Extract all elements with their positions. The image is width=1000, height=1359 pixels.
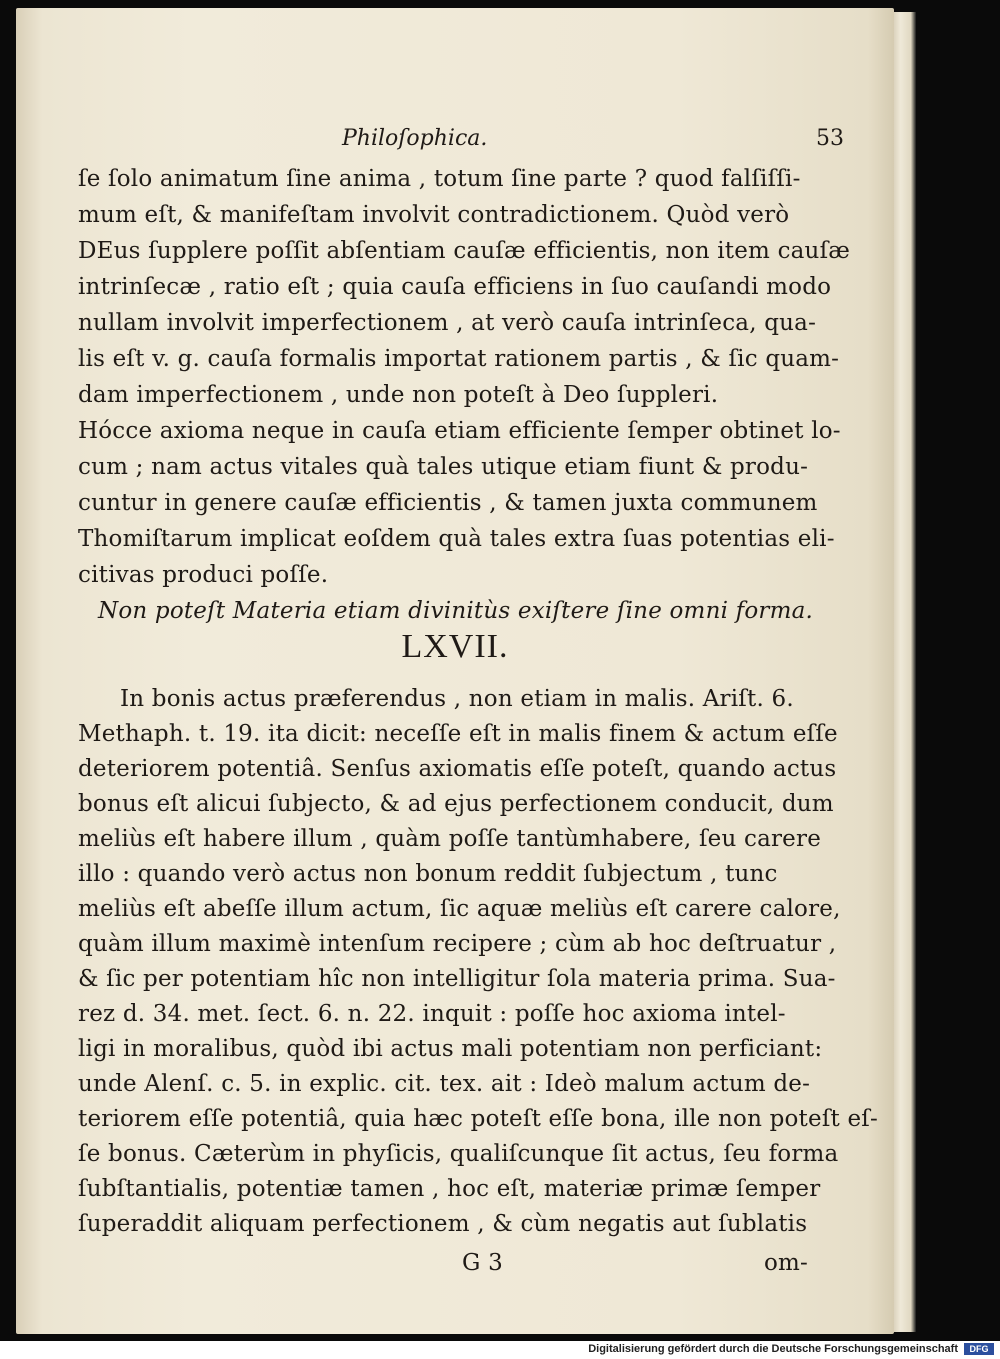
running-title: Philoſophica. (342, 126, 488, 151)
text-line: quàm illum maximè intenſum recipere ; cùm ab hoc deſtruatur , (78, 931, 837, 957)
text-line: illo : quando verò actus non bonum reddit ſubjectum , tunc (78, 861, 778, 887)
text-line: meliùs eſt abeſſe illum actum, ſic aquæ meliùs eſt carere calore, (78, 896, 841, 922)
text-line: rez d. 34. met. ſect. 6. n. 22. inquit : poſſe hoc axioma intel- (78, 1001, 786, 1027)
text-line: deteriorem potentiâ. Senſus axiomatis eſſe poteſt, quando actus (78, 756, 837, 782)
text-line: ſubſtantialis, potentiæ tamen , hoc eſt, materiæ primæ ſemper (78, 1176, 821, 1202)
text-line: cuntur in genere cauſæ efficientis , & tamen juxta communem (78, 490, 818, 516)
italic-thesis: Non poteſt Materia etiam divinitùs exiſtere ſine omni forma. (98, 598, 814, 624)
text-line: meliùs eſt habere illum , quàm poſſe tantùmhabere, ſeu carere (78, 826, 822, 852)
text-line: nullam involvit imperfectionem , at verò cauſa intrinſeca, qua- (78, 310, 817, 336)
text-line: DEus ſupplere poſſit abſentiam cauſæ efficientis, non item cauſæ (78, 238, 851, 264)
text-line: teriorem eſſe potentiâ, quia hæc poteſt eſſe bona, ille non poteſt eſ- (78, 1106, 878, 1132)
text-line: Methaph. t. 19. ita dicit: neceſſe eſt in malis finem & actum eſſe (78, 721, 838, 747)
catchword: om- (764, 1250, 809, 1276)
text-line: ligi in moralibus, quòd ibi actus mali potentiam non perficiant: (78, 1036, 823, 1062)
text-line: lis eſt v. g. cauſa formalis importat rationem partis , & ſic quam- (78, 346, 840, 372)
text-line: & ſic per potentiam hîc non intelligitur ſola materia prima. Sua- (78, 966, 836, 992)
text-line: ſuperaddit aliquam perfectionem , & cùm negatis aut ſublatis (78, 1211, 808, 1237)
page-number: 53 (816, 126, 844, 151)
text-line: cum ; nam actus vitales quà tales utique etiam fiunt & produ- (78, 454, 809, 480)
text-line: In bonis actus præferendus , non etiam in malis. Ariſt. 6. (120, 686, 794, 712)
text-line: dam imperfectionem , unde non poteſt à Deo ſuppleri. (78, 382, 719, 408)
text-line: Hócce axioma neque in cauſa etiam efficiente ſemper obtinet lo- (78, 418, 841, 444)
text-line: ſe ſolo animatum ſine anima , totum ſine parte ? quod falſiſſi- (78, 166, 801, 192)
dfg-logo: DFG (964, 1343, 994, 1355)
text-line: citivas produci poſſe. (78, 562, 329, 588)
book-page (16, 8, 894, 1334)
funding-notice: Digitalisierung gefördert durch die Deutsche Forschungsgemeinschaft (588, 1343, 958, 1355)
text-line: ſe bonus. Cæterùm in phyſicis, qualiſcunque ſit actus, ſeu forma (78, 1141, 839, 1167)
text-line: unde Alenſ. c. 5. in explic. cit. tex. ait : Ideò malum actum de- (78, 1071, 811, 1097)
text-line: intrinſecæ , ratio eſt ; quia cauſa efficiens in ſuo cauſandi modo (78, 274, 832, 300)
text-line: Thomiſtarum implicat eoſdem quà tales extra ſuas potentias eli- (78, 526, 835, 552)
text-line: bonus eſt alicui ſubjecto, & ad ejus perfectionem conducit, dum (78, 791, 834, 817)
signature-mark: G 3 (462, 1250, 503, 1276)
section-numeral: LXVII. (401, 628, 509, 665)
text-line: mum eſt, & manifeſtam involvit contradictionem. Quòd verò (78, 202, 790, 228)
